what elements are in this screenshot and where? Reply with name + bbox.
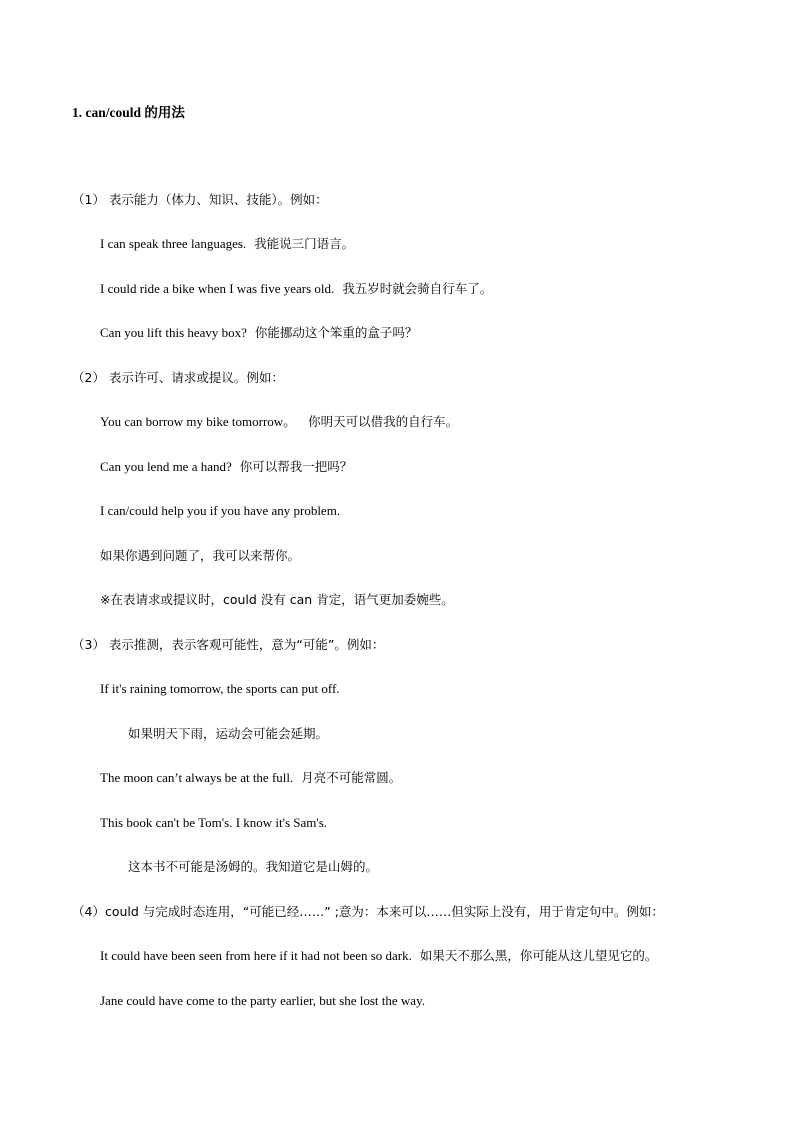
example-english: I can/could help you if you have any problem.: [100, 503, 341, 518]
example-chinese: 我五岁时就会骑自行车了。: [342, 281, 493, 296]
section-2-label: （2） 表示许可、请求或提议。例如：: [72, 370, 284, 385]
example-line: [100, 414, 458, 430]
example-chinese: 这本书不可能是汤姆的。我知道它是山姆的。: [128, 859, 379, 874]
example-english: If it's raining tomorrow, the sports can put off.: [100, 681, 340, 696]
example-english: It could have been seen from here if it had not been so dark.: [100, 948, 412, 963]
example-english: I can speak three languages.: [100, 236, 247, 251]
example-chinese: 你明天可以借我的自行车。: [308, 414, 459, 429]
example-line: [100, 770, 401, 786]
example-chinese: 月亮不可能常圆。: [301, 770, 402, 785]
example-line: [100, 325, 417, 341]
example-line: [100, 236, 354, 252]
example-line: [100, 459, 352, 475]
section-3-label: （3） 表示推测，表示客观可能性，意为“可能”。例如：: [72, 637, 385, 652]
example-english: Can you lift this heavy box?: [100, 325, 247, 340]
example-english: The moon can’t always be at the full.: [100, 770, 294, 785]
example-english: You can borrow my bike tomorrow。: [100, 414, 297, 429]
example-line: [100, 281, 492, 297]
example-chinese: 如果天不那么黑，你可能从这儿望见它的。: [419, 948, 658, 963]
example-english: I could ride a bike when I was five years old.: [100, 281, 335, 296]
example-chinese: 如果明天下雨，运动会可能会延期。: [128, 726, 329, 741]
section-4-label: （4）could 与完成时态连用，“可能已经……” ;意为：本来可以……但实际上没有，用于肯定句中。例如：: [72, 904, 664, 919]
example-chinese: 我能说三门语言。: [254, 236, 355, 251]
section-1-label: （1） 表示能力（体力、知识、技能）。例如：: [72, 192, 328, 207]
example-english: This book can't be Tom's. I know it's Sam's.: [100, 815, 328, 830]
example-chinese: 你能挪动这个笨重的盒子吗？: [254, 325, 418, 340]
usage-note: ※在表请求或提议时，could 没有 can 肯定，语气更加委婉些。: [100, 592, 454, 607]
example-chinese: 你可以帮我一把吗？: [239, 459, 353, 474]
section-heading: 1. can/could 的用法: [72, 105, 185, 120]
example-english: Can you lend me a hand?: [100, 459, 232, 474]
example-chinese: 如果你遇到问题了，我可以来帮你。: [100, 548, 301, 563]
example-english: Jane could have come to the party earlier, but she lost the way.: [100, 993, 425, 1008]
example-line: [100, 948, 657, 964]
